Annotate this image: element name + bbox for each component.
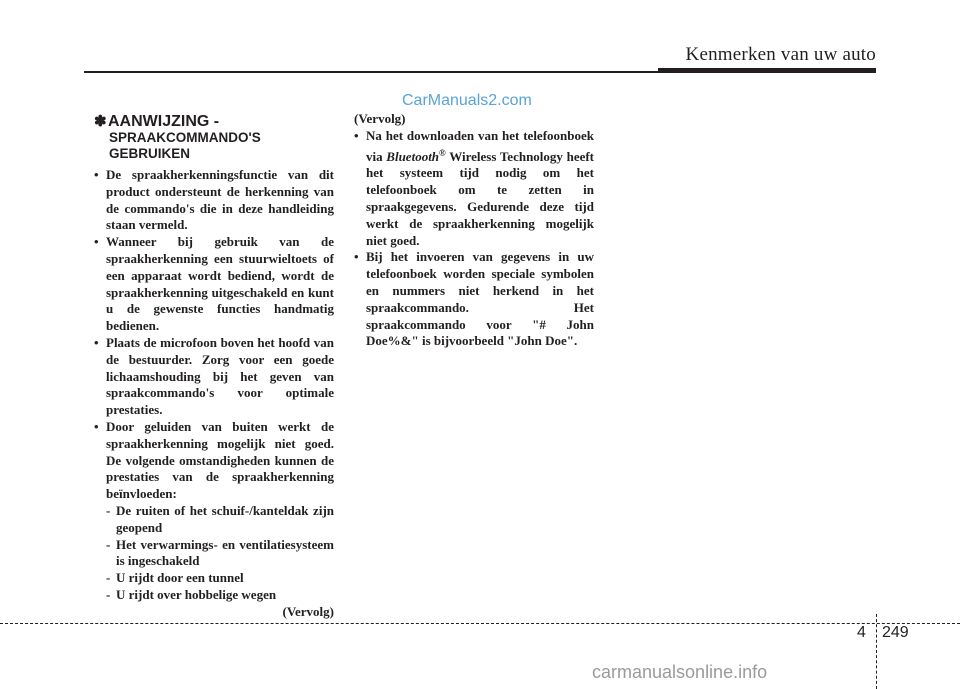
dash-item [106, 537, 334, 571]
dash-item [106, 503, 334, 537]
page-header-title: Kenmerken van uw auto [685, 44, 876, 65]
bullet-text: Door geluiden van buiten werkt de spraakherkenning mogelijk niet goed. De volgende omstandigheden kunnen de prestaties van de spraakherkenning beïnvloeden: [106, 418, 334, 502]
dash-text: De ruiten of het schuif-/kanteldak zijn geopend [116, 502, 334, 535]
bullet-item [354, 128, 594, 250]
dash-text: U rijdt door een tunnel [116, 570, 244, 586]
note-subtitle-line-2: GEBRUIKEN [109, 145, 191, 161]
bullet-dot: • [354, 249, 359, 265]
bullet-text: De spraakherkenningsfunctie van dit product ondersteunt de herkenning van de commando's die in deze handleiding staan vermeld. [106, 167, 334, 233]
bullet-dot: • [354, 127, 359, 143]
footer-divider [876, 614, 877, 689]
continued-header: (Vervolg) [354, 111, 406, 126]
watermark-bottom: carmanualsonline.info [592, 662, 768, 682]
bullet-dot: • [94, 418, 99, 434]
bluetooth-brand: Bluetooth [386, 148, 440, 164]
bullet-item [94, 335, 334, 419]
note-star-icon: ✽ [94, 113, 107, 130]
bullet-dot: • [94, 167, 99, 182]
watermark-top: CarManuals2.com [402, 92, 532, 109]
page-number: 249 [882, 624, 909, 641]
dash-item [106, 587, 334, 604]
note-subtitle [109, 130, 334, 161]
bullet-item [94, 167, 334, 234]
dash-text: Het verwarmings- en ventilatiesysteem is ingeschakeld [116, 536, 334, 569]
dash-text: U rijdt over hobbelige wegen [116, 586, 277, 602]
dash-glyph: - [106, 570, 111, 586]
bullet-dot: • [94, 234, 99, 250]
note-title: AANWIJZING - [108, 113, 220, 130]
bullet-text: Bij het invoeren van gegevens in uw telefoonboek worden speciale symbolen en nummers niet herkend in het spraakcommando. Het spraakcommando voor "# John Doe%&" is bijvoorbeeld "John Doe". [366, 249, 594, 349]
left-column [94, 113, 334, 621]
header-rule-accent [658, 68, 876, 73]
bullet-item [94, 419, 334, 604]
bullet-dot: • [94, 334, 99, 350]
header-rule [84, 71, 658, 73]
bullet-item [354, 249, 594, 350]
bullet-text-before: Na het downloaden van het telefoonboek via [366, 127, 594, 164]
continued-label: (Vervolg) [282, 603, 334, 619]
right-column [354, 111, 594, 350]
dash-glyph: - [106, 586, 111, 602]
note-heading [94, 113, 334, 130]
footer-rule [0, 623, 960, 624]
chapter-number: 4 [857, 624, 866, 641]
dash-glyph: - [106, 502, 111, 518]
dash-item [106, 570, 334, 587]
bullet-text-after: Wireless Technology heeft het systeem tijd nodig om het telefoonboek om te zetten in spraakgegevens. Gedurende deze tijd werkt de spraakherkenning mogelijk niet goed. [366, 148, 595, 248]
registered-mark: ® [439, 147, 446, 158]
dash-glyph: - [106, 536, 111, 552]
note-subtitle-line-1: SPRAAKCOMMANDO'S [109, 130, 261, 145]
bullet-text: Plaats de microfoon boven het hoofd van de bestuurder. Zorg voor een goede lichaamshouding bij het geven van spraakcommando's voor optimale prestaties. [106, 334, 334, 418]
bullet-text: Wanneer bij gebruik van de spraakherkenning een stuurwieltoets of een apparaat wordt bediend, wordt de spraakherkenning uitgeschakeld en kunt u de gewenste functies handmatig bedienen. [106, 234, 334, 334]
bullet-item [94, 234, 334, 335]
bullet-text [366, 128, 594, 250]
